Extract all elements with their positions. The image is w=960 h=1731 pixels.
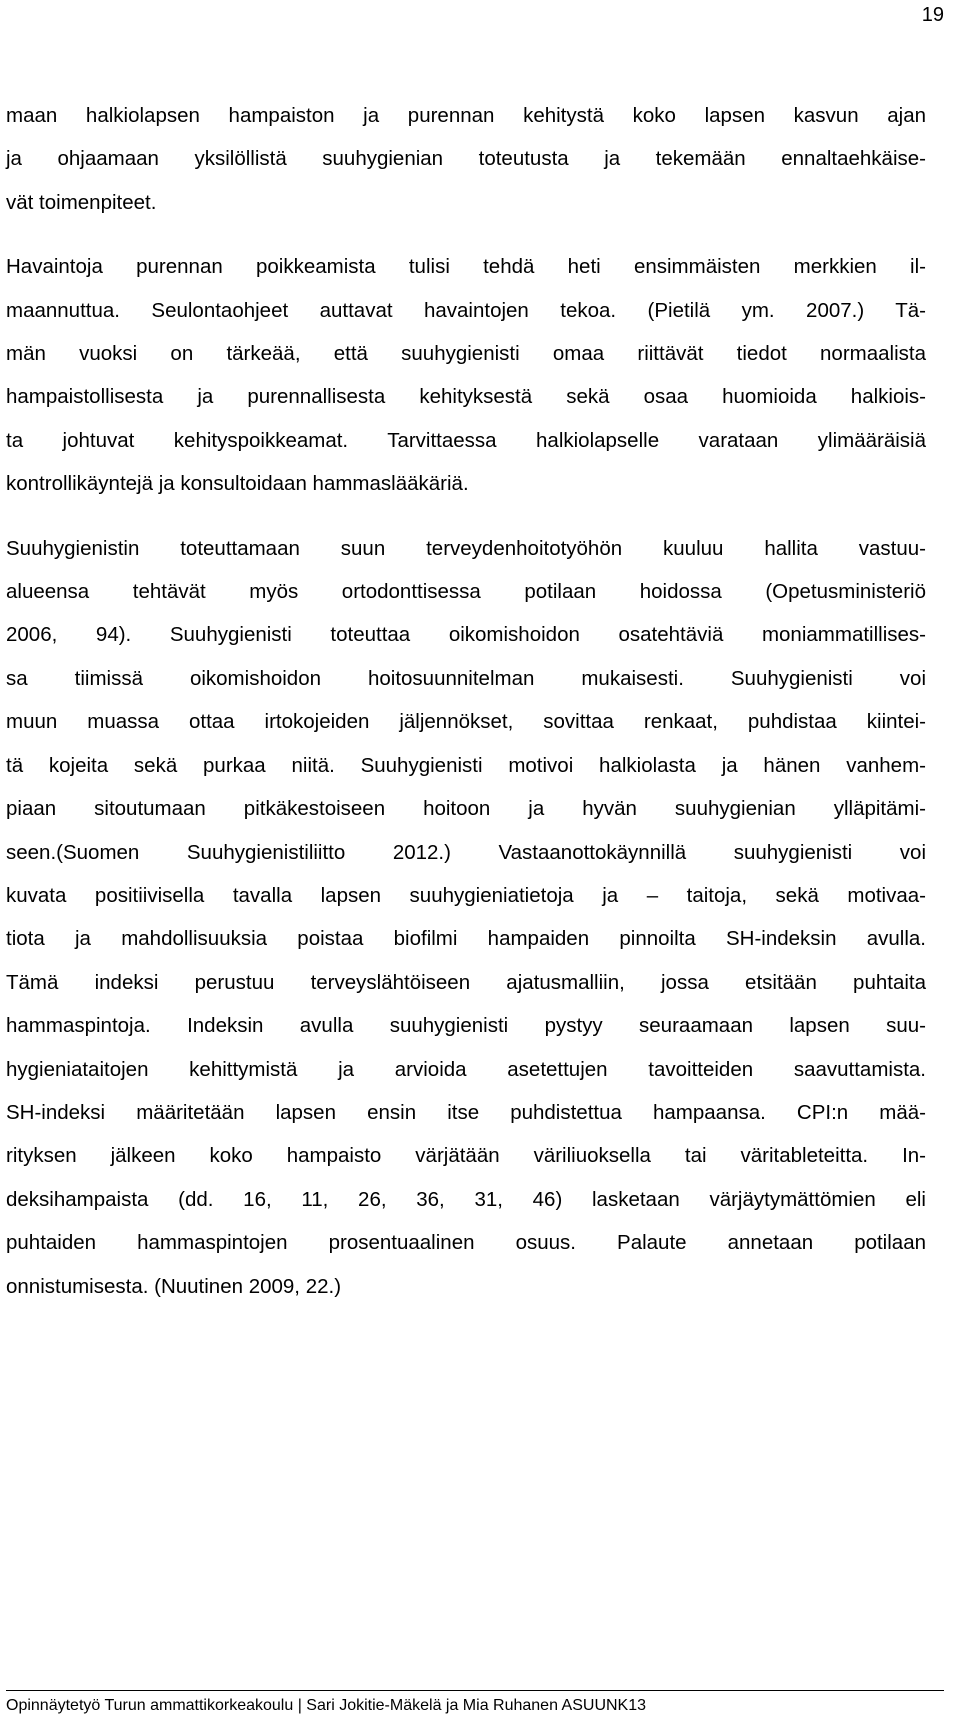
text-line: ja ohjaamaan yksilöllistä suuhygienian toteutusta ja tekemään ennaltaehkäise- — [6, 147, 926, 171]
text-line: sa tiimissä oikomishoidon hoitosuunnitelman mukaisesti. Suuhygienisti voi — [6, 666, 926, 690]
text-line: SH-indeksi määritetään lapsen ensin itse puhdistettua hampaansa. CPI:n mää- — [6, 1100, 926, 1124]
text-line: puhtaiden hammaspintojen prosentuaalinen osuus. Palaute annetaan potilaan — [6, 1231, 926, 1255]
text-line: kontrollikäyntejä ja konsultoidaan hammaslääkäriä. — [6, 472, 469, 496]
text-line: ta johtuvat kehityspoikkeamat. Tarvittaessa halkiolapselle varataan ylimääräisiä — [6, 428, 926, 452]
text-line: Tämä indeksi perustuu terveyslähtöiseen ajatusmalliin, jossa etsitään puhtaita — [6, 970, 926, 994]
text-line: 2006, 94). Suuhygienisti toteuttaa oikomishoidon osatehtäviä moniammatillises- — [6, 623, 926, 647]
text-line: rityksen jälkeen koko hampaisto värjätään väriliuoksella tai väritableteitta. In- — [6, 1144, 926, 1168]
text-line: hampaistollisesta ja purennallisesta kehityksestä sekä osaa huomioida halkiois- — [6, 385, 926, 409]
paragraph-1 — [6, 94, 926, 224]
text-line: piaan sitoutumaan pitkäkestoiseen hoitoon ja hyvän suuhygienian ylläpitämi- — [6, 797, 926, 821]
text-line: män vuoksi on tärkeää, että suuhygienisti omaa riittävät tiedot normaalista — [6, 342, 926, 366]
footer-text: Opinnäytetyö Turun ammattikorkeakoulu | Sari Jokitie-Mäkelä ja Mia Ruhanen ASUUNK13 — [6, 1697, 647, 1714]
text-line: muun muassa ottaa irtokojeiden jäljennökset, sovittaa renkaat, puhdistaa kiintei- — [6, 710, 926, 734]
text-line: maannuttua. Seulontaohjeet auttavat havaintojen tekoa. (Pietilä ym. 2007.) Tä- — [6, 298, 926, 322]
text-line: Suuhygienistin toteuttamaan suun terveydenhoitotyöhön kuuluu hallita vastuu- — [6, 536, 926, 560]
footer-rule — [6, 1690, 944, 1691]
text-line: vät toimenpiteet. — [6, 190, 157, 214]
text-line: hygieniataitojen kehittymistä ja arvioida asetettujen tavoitteiden saavuttamista. — [6, 1057, 926, 1081]
paragraph-3 — [6, 527, 926, 1308]
text-line: onnistumisesta. (Nuutinen 2009, 22.) — [6, 1274, 342, 1298]
page-number: 19 — [921, 4, 944, 26]
paragraph-2 — [6, 245, 926, 505]
text-line: kuvata positiivisella tavalla lapsen suuhygieniatietoja ja – taitoja, sekä motivaa- — [6, 883, 926, 907]
body-text — [6, 94, 926, 1308]
text-line: tä kojeita sekä purkaa niitä. Suuhygienisti motivoi halkiolasta ja hänen vanhem- — [6, 753, 926, 777]
text-line: seen.(Suomen Suuhygienistiliitto 2012.) Vastaanottokäynnillä suuhygienisti voi — [6, 840, 926, 864]
text-line: tiota ja mahdollisuuksia poistaa biofilmi hampaiden pinnoilta SH-indeksin avulla. — [6, 927, 926, 951]
text-line: alueensa tehtävät myös ortodonttisessa potilaan hoidossa (Opetusministeriö — [6, 580, 926, 604]
text-line: maan halkiolapsen hampaiston ja purennan kehitystä koko lapsen kasvun ajan — [6, 104, 926, 127]
text-line: deksihampaista (dd. 16, 11, 26, 36, 31, 46) lasketaan värjäytymättömien eli — [6, 1187, 926, 1211]
text-line: Havaintoja purennan poikkeamista tulisi tehdä heti ensimmäisten merkkien il- — [6, 255, 926, 279]
text-line: hammaspintoja. Indeksin avulla suuhygienisti pystyy seuraamaan lapsen suu- — [6, 1014, 926, 1038]
